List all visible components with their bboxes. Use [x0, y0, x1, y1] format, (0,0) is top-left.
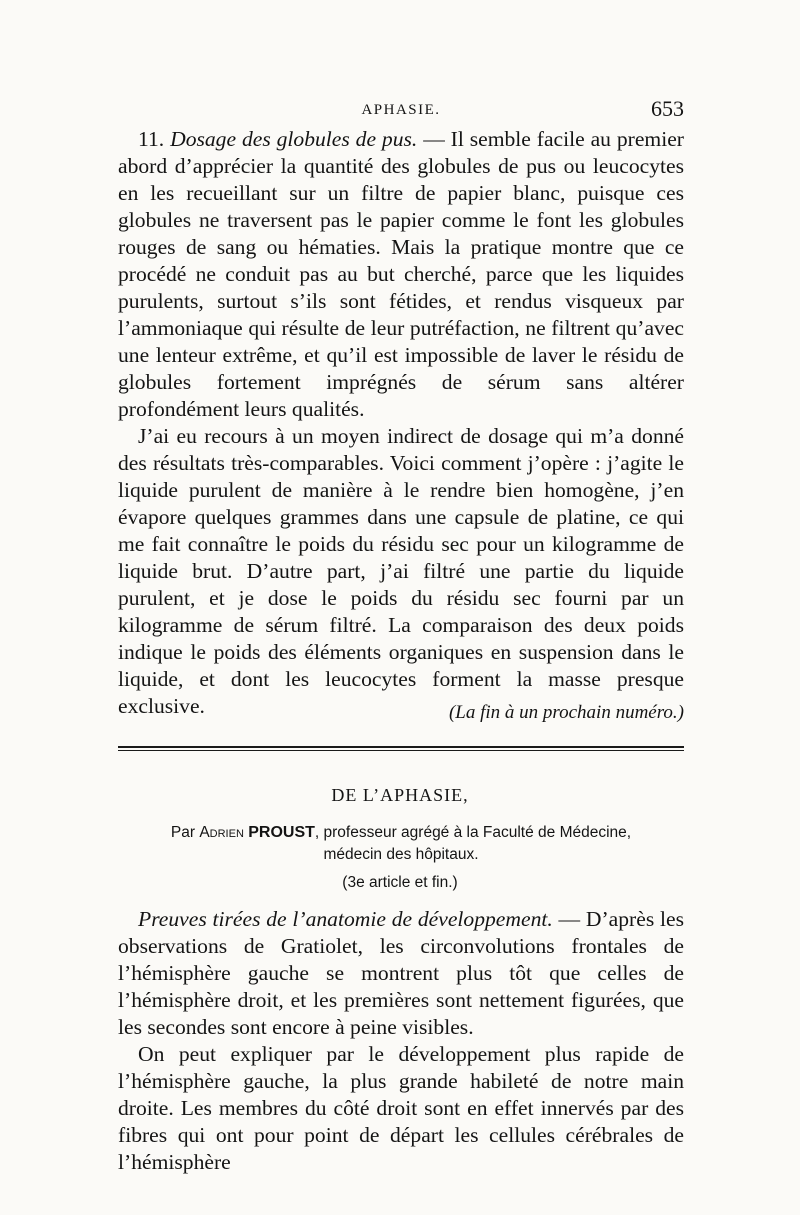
author-first-name: Adrien [199, 824, 244, 841]
section-11-paragraph-2: J’ai eu recours à un moyen indirect de dosage qui m’a donné des résultats très-comparables. Voici comment j’opère : j’agite le liquide purulent de manière à le rendre bien homogène, j’en évapore quelques grammes dans une capsule de platine, ce qui me fait connaître le poids du résidu sec pour un kilogramme de liquide brut. D’autre part, j’ai filtré une partie du liquide purulent, et je dose le poids du résidu sec fourni par un kilogramme de sérum filtré. La comparaison des deux poids indique le poids des éléments organiques en suspension dans le liquide, et dont les leucocytes forment la masse presque exclusive. [118, 424, 684, 718]
article-body [118, 906, 684, 1176]
section-number: 11. [138, 127, 165, 151]
running-head [118, 96, 684, 126]
article-paragraph-2: On peut expliquer par le développement plus rapide de l’hémisphère gauche, la plus grande habileté de notre main droite. Les membres du côté droit sont en effet innervés par des fibres qui ont pour point de départ les cellules cérébrales de l’hémisphère [118, 1042, 684, 1174]
continued-note: (La fin à un prochain numéro.) [448, 702, 684, 723]
section-divider [118, 746, 684, 751]
byline-affiliation: , professeur agrégé à la Faculté de Médecine, [314, 824, 632, 841]
running-head-title: APHASIE. [361, 102, 441, 118]
section-11-paragraph-1 [118, 126, 684, 423]
article-text-1: — D’après les observations de Gratiolet, les circonvolutions frontales de l’hémisphère gauche se montrent plus tôt que celles de l’hémisphère droit, et les premières sont nettement figurées, que les secondes sont encore à peine visibles. [118, 907, 684, 1039]
article-paragraph-1 [118, 906, 684, 1041]
section-11-text-1: — Il semble facile au premier abord d’apprécier la quantité des globules de pus ou leucocytes en les recueillant sur un filtre de papier blanc, puisque ces globules ne traversent pas le papier comme le font les globules rouges de sang ou hématies. Mais la pratique montre que ce procédé ne conduit pas au but cherché, parce que les liquides purulents, surtout s’ils sont fétides, et rendus visqueux par l’ammoniaque qui résulte de leur putréfaction, ne filtrent qu’avec une lenteur extrême, et qu’il est impossible de laver le résidu de globules fortement imprégnés de sérum sans altérer profondément leurs qualités. [118, 127, 684, 421]
article-byline [118, 822, 684, 866]
section-11 [118, 126, 684, 720]
byline-prefix: Par [170, 824, 200, 841]
section-heading: Dosage des globules de pus. [170, 127, 418, 151]
article-subheading: Preuves tirées de l’anatomie de développement. [138, 907, 553, 931]
byline-second-line: médecin des hôpitaux. [323, 846, 479, 863]
article-title: DE L’APHASIE, [331, 785, 469, 805]
page-number: 653 [651, 96, 684, 121]
author-last-name: PROUST [248, 824, 315, 841]
article-part-note: (3e article et fin.) [342, 874, 458, 891]
